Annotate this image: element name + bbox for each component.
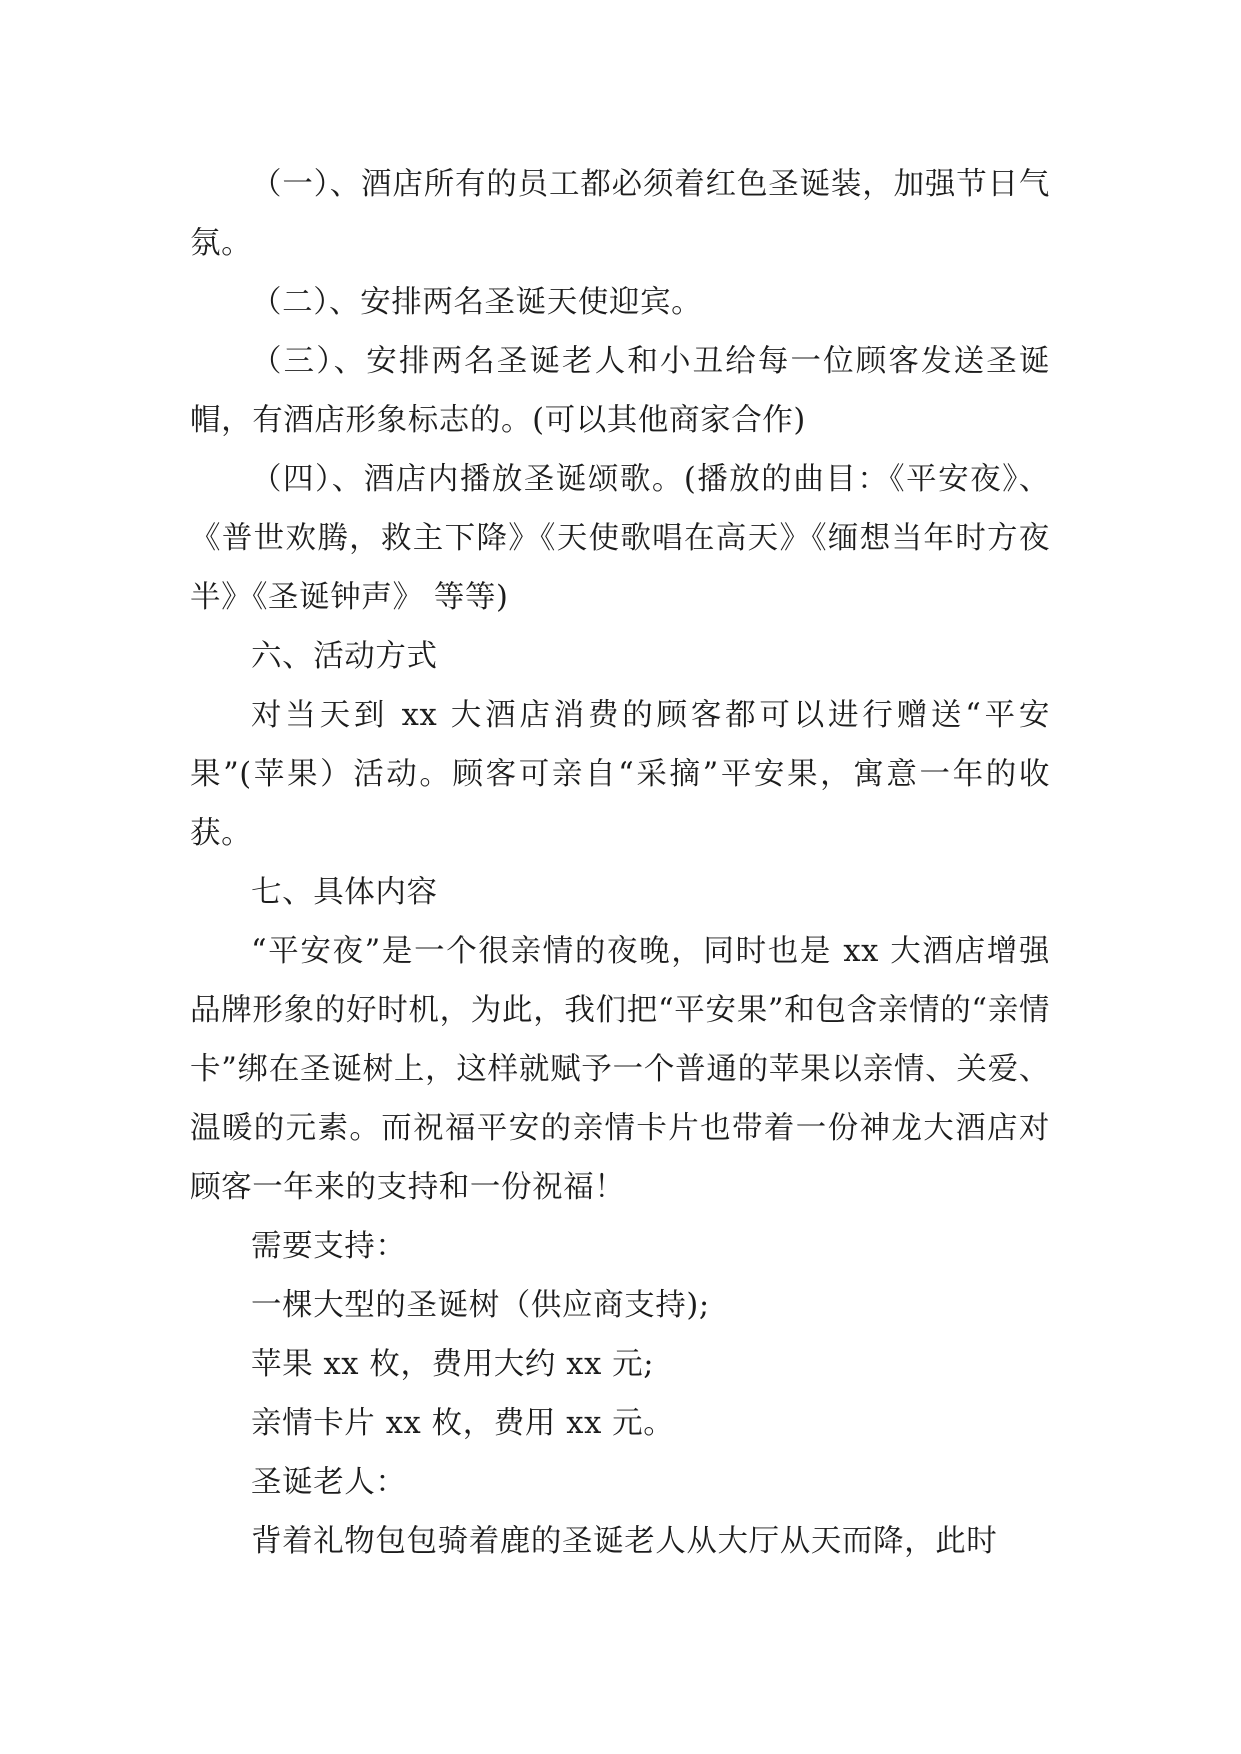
list-item-apples: 苹果 xx 枚，费用大约 xx 元; (251, 1347, 655, 1382)
list-item-family-cards: 亲情卡片 xx 枚，费用 xx 元。 (251, 1406, 675, 1441)
paragraph-santa-entrance: 背着礼物包包骑着鹿的圣诞老人从大厅从天而降，此时 (251, 1524, 998, 1559)
paragraph-staff-costume: （一）、酒店所有的员工都必须着红色圣诞装，加强节日气氛。 (190, 167, 1050, 261)
paragraph-santa-hats: （三）、安排两名圣诞老人和小丑给每一位顾客发送圣诞帽，有酒店形象标志的。(可以其他商家合作) (190, 344, 1050, 438)
document-body (190, 155, 1050, 1571)
heading-activity-method: 六、活动方式 (251, 639, 438, 674)
paragraph-christmas-eve-branding: “平安夜”是一个很亲情的夜晚，同时也是 xx 大酒店增强品牌形象的好时机，为此，我们把“平安果”和包含亲情的“亲情卡”绑在圣诞树上，这样就赋予一个普通的苹果以亲情、关爱、温暖的元素。而祝福平安的亲情卡片也带着一份神龙大酒店对顾客一年来的支持和一份祝福！ (190, 934, 1050, 1205)
heading-santa-claus: 圣诞老人： (251, 1465, 407, 1500)
heading-support-needed: 需要支持： (251, 1229, 407, 1264)
paragraph-angel-greeters: （二）、安排两名圣诞天使迎宾。 (251, 285, 703, 320)
list-item-christmas-tree: 一棵大型的圣诞树（供应商支持); (251, 1288, 710, 1323)
heading-specific-content: 七、具体内容 (251, 875, 438, 910)
paragraph-peace-apple: 对当天到 xx 大酒店消费的顾客都可以进行赠送“平安果”(苹果）活动。顾客可亲自“采摘”平安果，寓意一年的收获。 (190, 698, 1050, 851)
paragraph-carols: （四）、酒店内播放圣诞颂歌。(播放的曲目：《平安夜》、《普世欢腾，救主下降》《天使歌唱在高天》《缅想当年时方夜半》《圣诞钟声》 等等) (190, 462, 1050, 615)
